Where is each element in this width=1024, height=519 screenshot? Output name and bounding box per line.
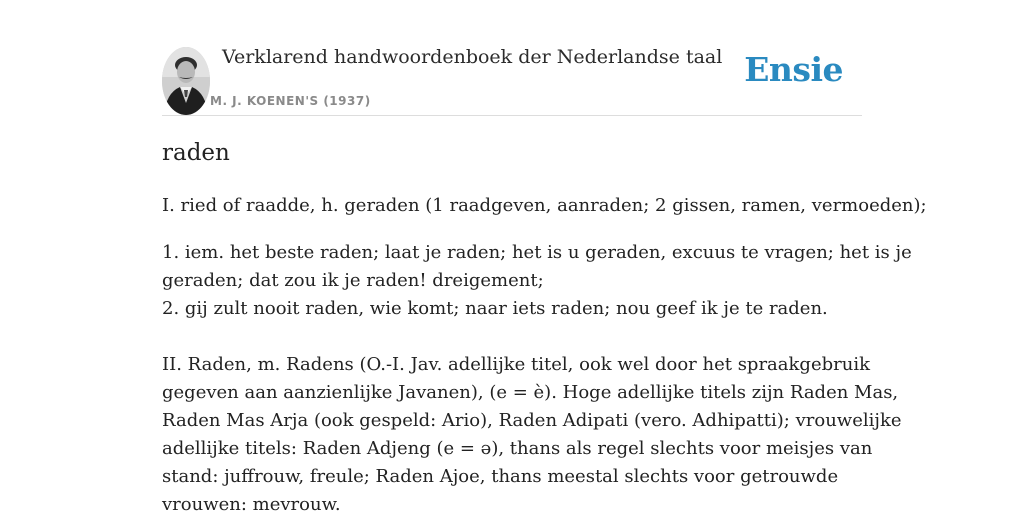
entry-senses — [162, 239, 912, 323]
entry-line: adellijke titels: Raden Adjeng (e = ə), thans als regel slechts voor meisjes van — [162, 438, 873, 459]
entry-line: gegeven aan aanzienlijke Javanen), (e = è). Hoge adellijke titels zijn Raden Mas, — [162, 382, 899, 403]
entry-line: I. ried of raadde, h. geraden (1 raadgeven, aanraden; 2 gissen, ramen, vermoeden); — [162, 195, 927, 216]
entry-line: vrouwen: mevrouw. — [162, 494, 341, 515]
entry-line: II. Raden, m. Radens (O.-I. Jav. adellijke titel, ook wel door het spraakgebruik — [162, 354, 870, 375]
entry-line: 2. gij zult nooit raden, wie komt; naar iets raden; nou geef ik je te raden. — [162, 298, 828, 319]
author-label: M. J. KOENEN'S (1937) — [210, 94, 371, 108]
entry-line: Raden Mas Arja (ook gespeld: Ario), Raden Adipati (vero. Adhipatti); vrouwelijke — [162, 410, 902, 431]
entry-line: 1. iem. het beste raden; laat je raden; het is u geraden, excuus te vragen; het is je — [162, 242, 912, 263]
ensie-logo[interactable]: Ensie — [744, 50, 843, 89]
book-title[interactable]: Verklarend handwoordenboek der Nederlandse taal — [222, 46, 723, 68]
page-header — [162, 0, 862, 116]
entry-line: geraden; dat zou ik je raden! dreigement; — [162, 270, 544, 291]
entry-headword: raden — [162, 140, 230, 166]
entry-section-one — [162, 192, 927, 220]
entry-section-two — [162, 351, 902, 519]
dictionary-page — [162, 0, 927, 515]
author-portrait-icon — [162, 47, 210, 115]
entry-line: stand: juffrouw, freule; Raden Ajoe, thans meestal slechts voor getrouwde — [162, 466, 839, 487]
